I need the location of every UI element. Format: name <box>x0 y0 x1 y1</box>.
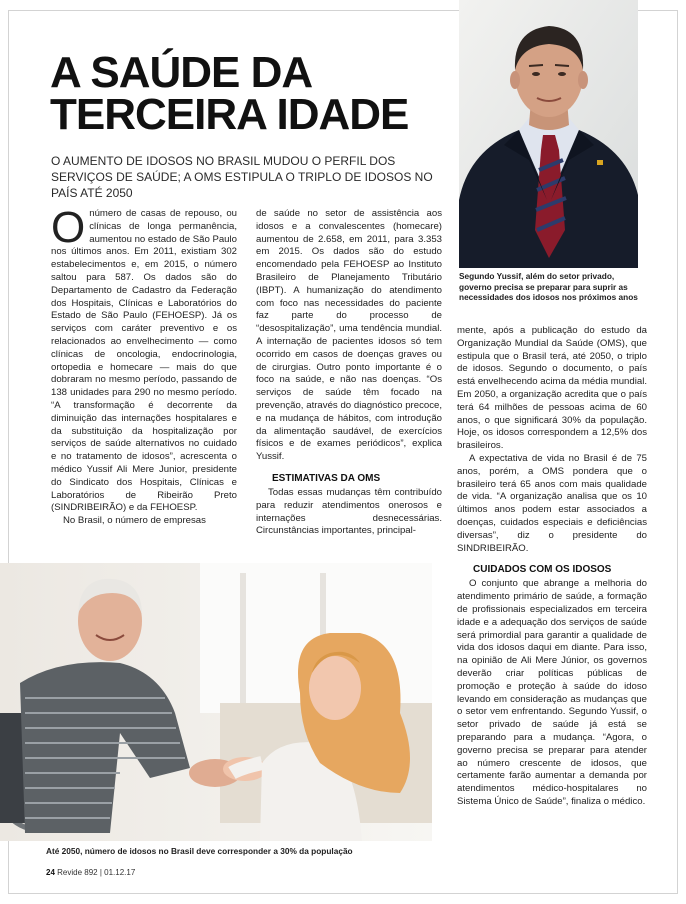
title-line-2: TERCEIRA IDADE <box>50 90 409 139</box>
issue-info: Revide 892 | 01.12.17 <box>57 868 136 877</box>
section-heading: CUIDADOS COM OS IDOSOS <box>473 564 612 576</box>
section-heading: ESTIMATIVAS DA OMS <box>272 472 381 484</box>
paragraph: No Brasil, o número de empresas <box>63 515 206 527</box>
article-subtitle: O AUMENTO DE IDOSOS NO BRASIL MUDOU O PERFIL DOS SERVIÇOS DE SAÚDE; A OMS ESTIPULA O TRIPLO DE IDOSOS NO PAÍS ATÉ 2050 <box>51 154 433 200</box>
body-column-1 <box>51 203 237 528</box>
portrait-caption: Segundo Yussif, além do setor privado, governo precisa se preparar para suprir as necessidades dos idosos nos próximos anos <box>459 271 638 302</box>
paragraph <box>51 203 237 515</box>
drop-cap: O <box>51 203 86 252</box>
title-line-1: A SAÚDE DA <box>50 48 313 97</box>
body-column-2 <box>256 208 442 538</box>
elderly-man-and-caregiver-illustration <box>0 563 432 841</box>
paragraph: de saúde no setor de assistência aos idosos e a convalescentes (homecare) aumentou de 2.658, em 2011, para 3.353 em 2015. Os dados são do estudo encomendado pela FEHOESP ao Instituto Brasileiro de Planejamento Tributário (IBPT). A humanização do atendimento com foco nas necessidades do paciente faz parte do processo de “desospitalização”, uma tendência mundial. A internação de pacientes idosos só tem ocorrido em casos de doenças graves ou de cirurgias. Outro ponto importante é o foco na saúde, e não nas doenças. “Os serviços de saúde têm focado na prevenção, através do diagnóstico precoce, e na mudança de hábitos, com introdução da alimentação saudável, de exercícios físicos e de exames periódicos”, explica Yussif. <box>256 208 442 463</box>
paragraph: mente, após a publicação do estudo da Organização Mundial da Saúde (OMS), que estipula que o Brasil terá, até 2050, o triplo de idosos. Segundo o documento, o país está envelhecendo acima da média mundial. Em 2050, a organização acredita que o país terá 64 milhões de pessoas acima de 60 anos, o que significará 30% da população. Hoje, os idosos correspondem a 12,5% dos brasileiros. <box>457 325 647 452</box>
paragraph: A expectativa de vida no Brasil é de 75 anos, porém, a OMS pondera que o brasileiro terá 65 anos com mais qualidade de vida. “A organização analisa que os 10 últimos anos podem estar associados a doenças, cuidados especiais e deficiências diversas”, diz o presidente do SINDRIBEIRÃO. <box>457 452 647 554</box>
paragraph-text: número de casas de repouso, ou clínicas de longa permanência, aumentou no estado de São Paulo nos últimos anos. Em 2011, existiam 302 estabelecimentos e, em 2015, o número saltou para 587. Os dados são do Departamento de Cadastro da Federação dos Hospitais, Clínicas e Laboratórios do Estado de São Paulo (FEHOESP). Já os serviços com caráter preventivo e os relacionados ao envelhecimento — como clínicas de oncologia, endocrinologia, ortopedia e homecare — mais do que dobraram no mesmo período, passando de 138 unidades para 290 no mesmo período. “A transformação é decorrente da diminuição das internações hospitalares e da substituição da hospitalização por serviços de saúde alternativos no cuidado e no tratamento de idosos”, acrescenta o médico Yussif Ali Mere Junior, presidente do Sindicato dos Hospitais, Clínicas e Laboratórios de Ribeirão Preto (SINDRIBEIRÃO) e da FEHOESP. <box>51 208 237 514</box>
page-footer <box>46 868 135 877</box>
businessman-portrait-illustration <box>459 0 638 268</box>
body-column-3 <box>457 325 647 809</box>
paragraph: Todas essas mudanças têm contribuído para reduzir atendimentos onerosos e internações desnecessárias. Circunstâncias importantes, principal- <box>256 486 442 537</box>
elderly-care-photo <box>0 563 432 841</box>
page-number: 24 <box>46 868 55 877</box>
article-title <box>50 48 450 139</box>
portrait-photo <box>459 0 638 268</box>
paragraph: O conjunto que abrange a melhoria do atendimento primário de saúde, a formação de profissionais especializados em terceira idade e a adequação dos serviços de saúde será primordial para garantir a qualidade de vida dos idosos daqui em diante. Para isso, na opinião de Ali Mere Júnior, os governos deverão criar políticas públicas de promoção e proteção à saúde do idoso levando em consideração as mudanças que o setor vem enfrentando. Segundo Yussif, o setor privado de saúde já está se preparando para a mudança. “Agora, o governo precisa se preparar para atender ao número crescente de idosos, que certamente farão aumentar a demanda por atendimentos médico-hospitalares no Sistema Único de Saúde”, finaliza o médico. <box>457 578 647 807</box>
photo-caption: Até 2050, número de idosos no Brasil deve corresponder a 30% da população <box>46 846 353 856</box>
